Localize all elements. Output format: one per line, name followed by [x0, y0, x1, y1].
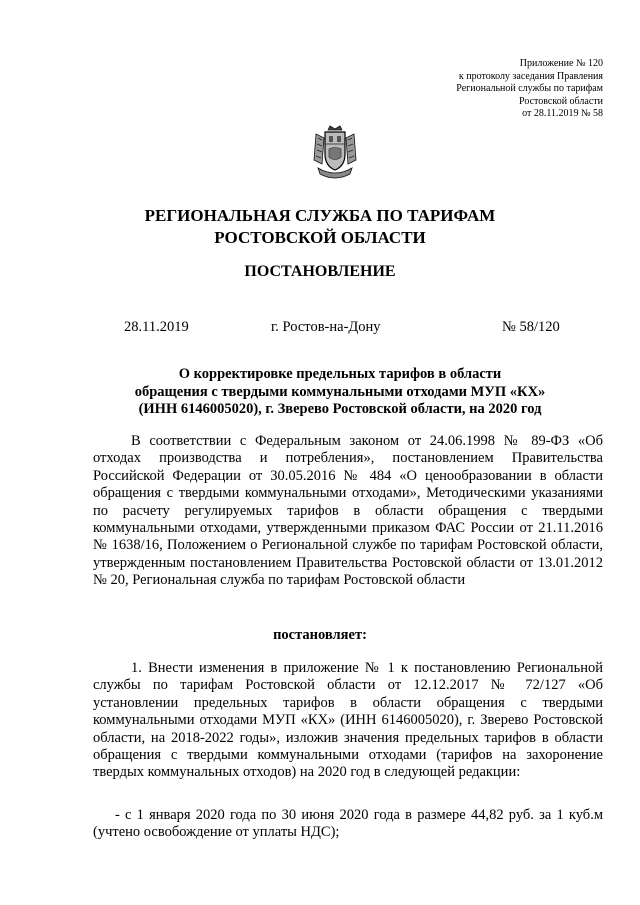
appendix-line-service: Региональной службы по тарифам [456, 83, 603, 95]
appendix-line-number: Приложение № 120 [519, 58, 603, 69]
document-type-heading: ПОСТАНОВЛЕНИЕ [244, 263, 396, 280]
subject-line2: обращения с твердыми коммунальными отходами МУП «КХ» [134, 383, 546, 400]
clause-1-item-1: - с 1 января 2020 года по 30 июня 2020 года в размере 44,82 руб. за 1 куб.м (учтено освобождение от уплаты НДС); [93, 807, 603, 841]
resolves-heading: постановляет: [273, 627, 367, 643]
organization-title-line1: РЕГИОНАЛЬНАЯ СЛУЖБА ПО ТАРИФАМ [144, 206, 496, 225]
preamble-paragraph: В соответствии с Федеральным законом от 24.06.1998 № 89-ФЗ «Об отходах производства и потребления», постановлением Правительства Российской Федерации от 30.05.2016 № 484 «О ценообразовании в области обращения с твердыми коммунальными отходами», Методическими указаниями по расчету регулируемых тарифов в области обращения с твердыми коммунальными отходами, утвержденными приказом ФАС России от 21.11.2016 № 1638/16, Положением о Региональной службе по тарифам Ростовской области, утвержденным постановлением Правительства Ростовской области от 13.01.2012 № 20, Региональная служба по тарифам Ростовской области [93, 433, 603, 589]
appendix-line-date: от 28.11.2019 № 58 [522, 108, 603, 120]
document-number: № 58/120 [502, 319, 560, 335]
coat-of-arms-icon [310, 124, 360, 182]
organization-title-line2: РОСТОВСКОЙ ОБЛАСТИ [214, 228, 426, 247]
organization-title [0, 205, 640, 249]
appendix-line-region: Ростовской области [519, 95, 603, 107]
clause-1-paragraph: 1. Внести изменения в приложение № 1 к постановлению Региональной службы по тарифам Ростовской области от 12.12.2017 № 72/127 «Об установлении предельных тарифов в области обращения с твердыми коммунальными отходами МУП «КХ» (ИНН 6146005020), г. Зверево Ростовской области, на 2018-2022 годы», изложив значения предельных тарифов в области обращения с твердыми коммунальными отходами (тарифов на захоронение твердых коммунальных отходов) на 2020 год в следующей редакции: [93, 660, 603, 781]
appendix-line-protocol: к протоколу заседания Правления [458, 70, 603, 82]
subject-line1: О корректировке предельных тарифов в области [178, 366, 502, 382]
document-date: 28.11.2019 [124, 319, 189, 335]
subject-line3: (ИНН 6146005020), г. Зверево Ростовской области, на 2020 год [138, 401, 542, 418]
appendix-note [456, 58, 603, 121]
document-place: г. Ростов-на-Дону [271, 319, 381, 335]
document-subject [100, 366, 580, 419]
